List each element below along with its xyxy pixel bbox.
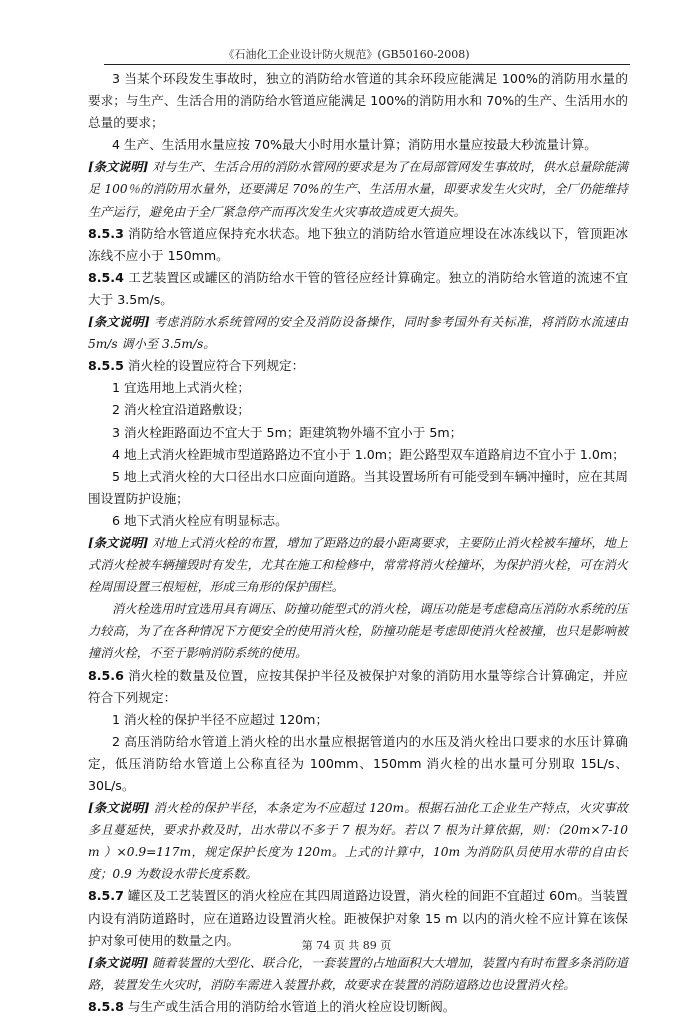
page-header: 《石油化工企业设计防火规范》(GB50160-2008) xyxy=(223,48,470,61)
clause-text: 罐区及工艺装置区的消火栓应在其四周道路边设置，消火栓的间距不宜超过 60m。当装置内设有消防道路时，应在道路边设置消火栓。距被保护对象 15 m 以内的消火栓不应计算在该保护对象可使用的数量之内。 xyxy=(88,888,628,948)
list-item: 5 地上式消火栓的大口径出水口应面向道路。当其设置场所有可能受到车辆冲撞时，应在其周围设置防护设施； xyxy=(88,468,628,506)
clause xyxy=(88,267,628,311)
clause-note xyxy=(88,311,628,355)
clause-note xyxy=(88,532,628,598)
clause-number: 8.5.8 xyxy=(88,998,124,1014)
clause-note xyxy=(88,156,628,222)
clause-number: 8.5.7 xyxy=(88,888,124,904)
note-tag: [条文说明] xyxy=(88,160,149,175)
page-footer: 第 74 页 共 89 页 xyxy=(301,939,392,952)
header-rule xyxy=(104,64,630,65)
note-text: 随着装置的大型化、联合化，一套装置的占地面积大大增加，装置内有时布置多条消防道路，装置发生火灾时，消防车需进入装置扑救，故要求在装置的消防道路边也设置消火栓。 xyxy=(88,955,628,992)
clause-number: 8.5.3 xyxy=(88,225,124,241)
clause xyxy=(88,665,628,709)
clause xyxy=(88,996,628,1018)
clause-text: 消火栓的数量及位置，应按其保护半径及被保护对象的消防用水量等综合计算确定，并应符合下列规定： xyxy=(88,667,628,705)
paragraph: 4 生产、生活用水量应按 70%最大小时用水量计算；消防用水量应按最大秒流量计算。 xyxy=(112,137,597,153)
clause-note xyxy=(88,797,628,885)
clause-text: 消防给水管道应保持充水状态。地下独立的消防给水管道应埋设在冰冻线以下，管顶距冰冻线不应小于 150mm。 xyxy=(88,225,628,263)
note-text: 消火栓的保护半径，本条定为不应超过 120m。根据石油化工企业生产特点，火灾事故多且蔓延快，要求扑救及时，出水带以不多于 7 根为好。若以 7 根为计算依据，则：（20m×7-10 m ）×0.9=117m，规定保护长度为 120m。上式的计算中，10m 为消防队员使用水带的自由长度；0.9 为数设水带长度系数。 xyxy=(88,801,628,882)
list-item: 6 地下式消火栓应有明显标志。 xyxy=(112,512,288,528)
list-item: 4 地上式消火栓距城市型道路路边不宜小于 1.0m；距公路型双车道路肩边不宜小于 1.0m； xyxy=(112,446,625,462)
note-text: 对地上式消火栓的布置，增加了距路边的最小距离要求，主要防止消火栓被车撞坏，地上式消火栓被车辆撞毁时有发生，尤其在施工和检修中，常常将消火栓撞坏，为保护消火栓，可在消火栓周围设置三根短桩，形成三角形的保护围栏。 xyxy=(88,535,628,595)
note-tag: [条文说明] xyxy=(88,535,149,550)
note-tag: [条文说明] xyxy=(88,955,149,970)
clause xyxy=(88,355,628,377)
note-text: 对与生产、生活合用的消防水管网的要求是为了在局部管网发生事故时，供水总量除能满足 100％的消防用水量外，还要满足 70%的生产、生活用水量，即要求发生火灾时，全厂仍能维持生产运行，避免由于全厂紧急停产而再次发生火灾事故造成更大损失。 xyxy=(88,160,628,219)
list-item: 1 宜选用地上式消火栓； xyxy=(112,380,250,396)
clause-number: 8.5.6 xyxy=(88,667,124,683)
clause xyxy=(88,223,628,267)
list-item: 2 高压消防给水管道上消火栓的出水量应根据管道内的水压及消火栓出口要求的水压计算确定，低压消防给水管道上公称直径为 100mm、150mm 消火栓的出水量可分别取 15L/s、30L/s。 xyxy=(88,733,628,793)
note-paragraph: 消火栓选用时宜选用具有调压、防撞功能型式的消火栓，调压功能是考虑稳高压消防水系统的压力较高，为了在各种情况下方便安全的使用消火栓，防撞功能是考虑即使消火栓被撞，也只是影响被撞消火栓，不至于影响消防系统的使用。 xyxy=(88,602,628,661)
clause-number: 8.5.4 xyxy=(88,269,124,285)
clause-number: 8.5.5 xyxy=(88,358,124,374)
list-item: 2 消火栓宜沿道路敷设； xyxy=(112,402,250,418)
clause-text: 与生产或生活合用的消防给水管道上的消火栓应设切断阀。 xyxy=(123,998,456,1014)
list-item: 1 消火栓的保护半径不应超过 120m； xyxy=(112,711,329,727)
note-text: 考虑消防水系统管网的安全及消防设备操作，同时参考国外有关标准，将消防水流速由 5m/s 调小至 3.5m/s。 xyxy=(88,315,628,352)
page-body xyxy=(88,68,628,1018)
paragraph: 3 当某个环段发生事故时，独立的消防给水管道的其余环段应能满足 100%的消防用水量的要求；与生产、生活合用的消防给水管道应能满足 100%的消防用水和 70%的生产、生活用水的总量的要求； xyxy=(88,71,628,131)
clause-text: 消火栓的设置应符合下列规定： xyxy=(123,358,305,374)
note-tag: [条文说明] xyxy=(88,801,150,816)
clause-text: 工艺装置区或罐区的消防给水干管的管径应经计算确定。独立的消防给水管道的流速不宜大于 3.5m/s。 xyxy=(88,269,628,307)
clause-note xyxy=(88,952,628,996)
note-tag: [条文说明] xyxy=(88,315,150,330)
list-item: 3 消火栓距路面边不宜大于 5m；距建筑物外墙不宜小于 5m； xyxy=(112,424,463,440)
